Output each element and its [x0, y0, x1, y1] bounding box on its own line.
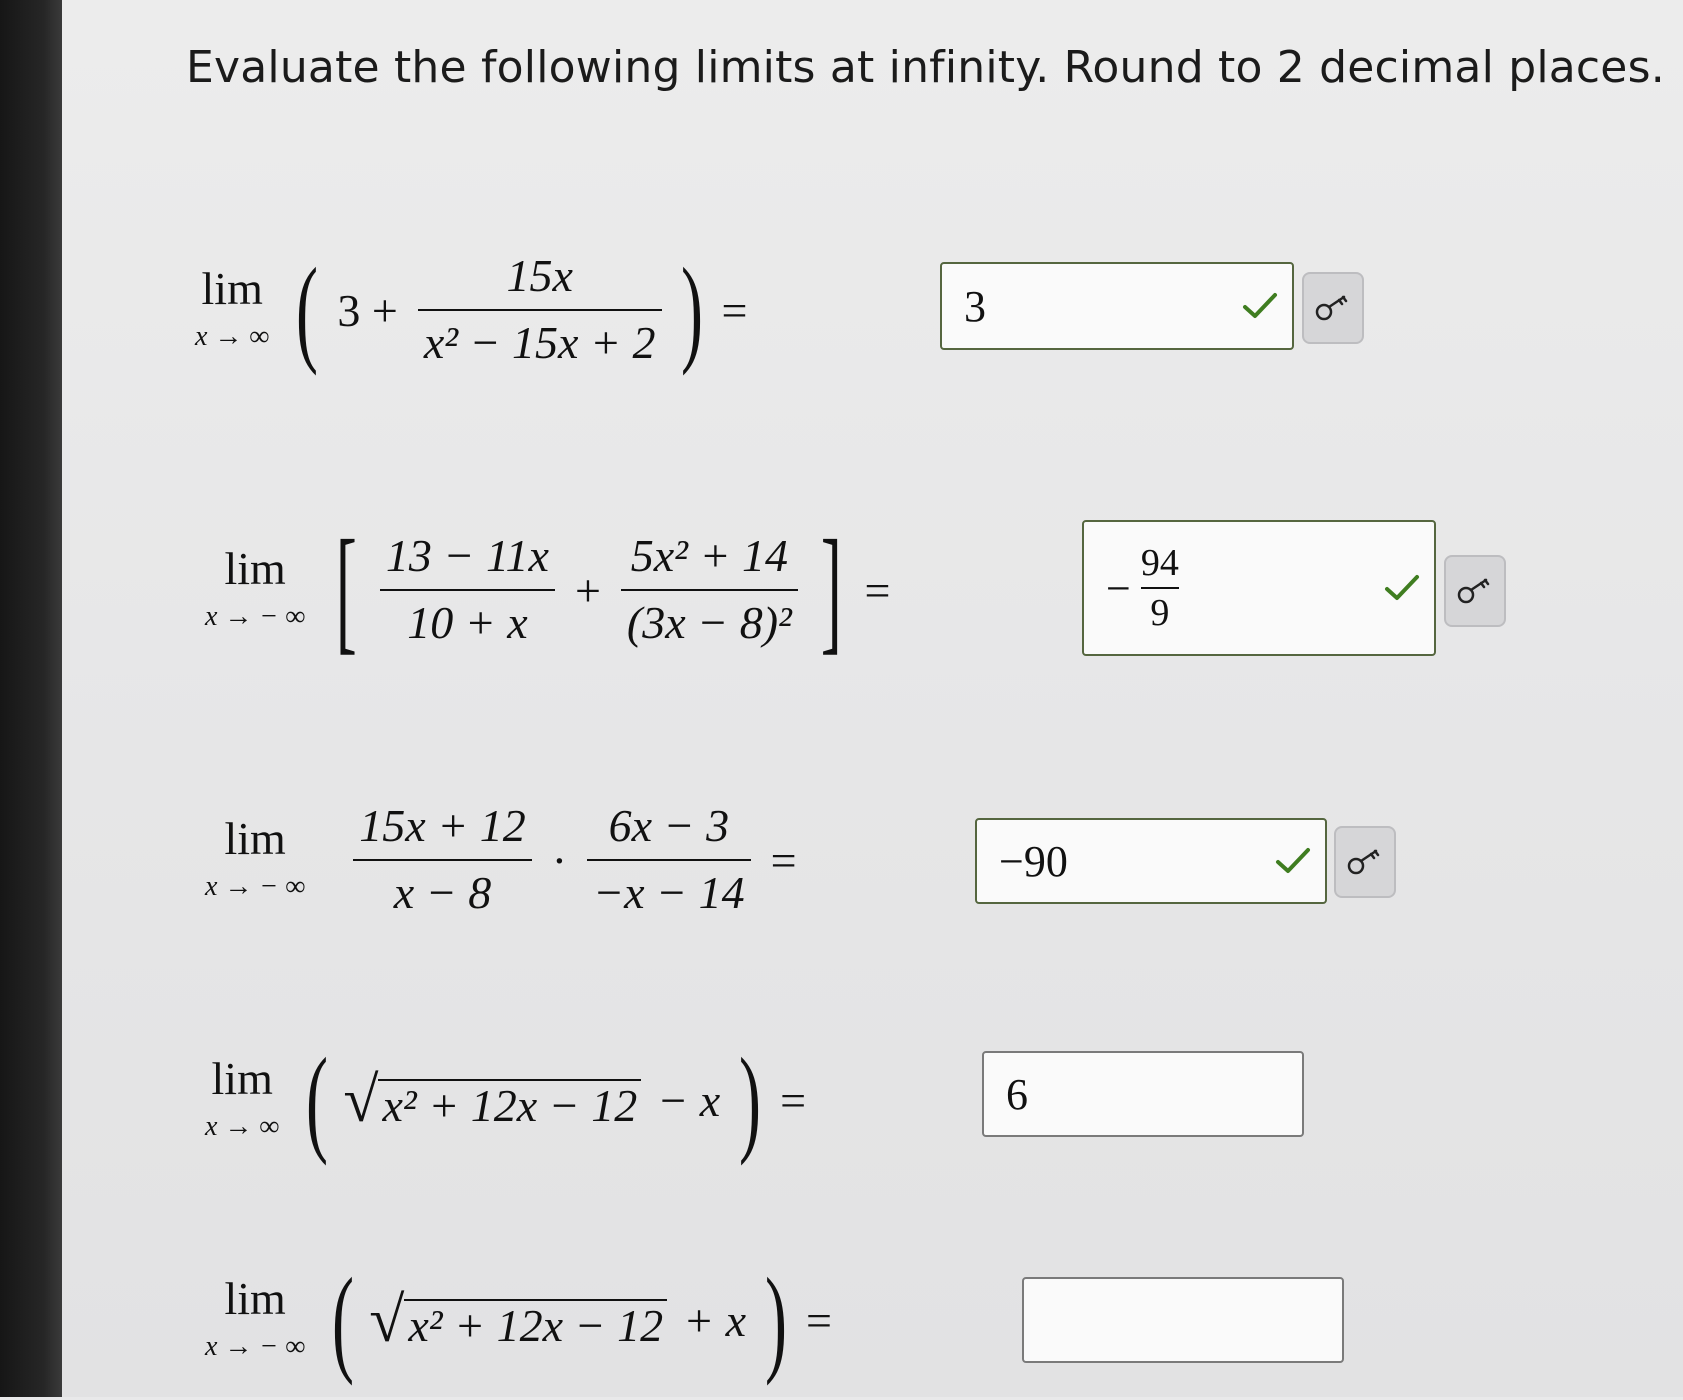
tail-term: − x — [657, 1074, 721, 1126]
fraction-1 — [353, 800, 531, 920]
radicand: x² + 12x − 12 — [378, 1079, 641, 1132]
fraction-2 — [621, 530, 798, 650]
constant-term: 3 + — [337, 284, 398, 336]
limit-expression — [205, 1020, 816, 1180]
lim-word: lim — [224, 1273, 286, 1325]
multiply-dot: · — [551, 834, 568, 886]
answer-value: −90 — [999, 836, 1068, 886]
denominator-1: 10 + x — [407, 597, 528, 648]
check-icon — [1384, 573, 1420, 603]
answer-fraction — [1106, 541, 1179, 635]
denominator-1: x − 8 — [393, 867, 492, 918]
equals-sign: = — [721, 284, 748, 336]
fraction-bar — [587, 859, 751, 861]
fraction-bar — [380, 589, 555, 591]
limit-subscript: x → ∞ — [195, 321, 270, 353]
equals-sign: = — [780, 1074, 807, 1126]
equals-sign: = — [864, 564, 891, 616]
limit-subscript: x → − ∞ — [205, 601, 306, 633]
left-paren: ( — [296, 243, 319, 376]
equals-sign: = — [806, 1294, 832, 1346]
answer-input-4[interactable] — [982, 1051, 1304, 1137]
numerator: 15x — [506, 250, 573, 302]
limit-expression — [195, 230, 757, 390]
answer-numerator: 94 — [1140, 542, 1179, 584]
fraction-2 — [587, 800, 751, 920]
numerator-1: 15x + 12 — [359, 800, 526, 852]
tail-term: + x — [683, 1294, 747, 1346]
instructions: Evaluate the following limits at infinity. Round to 2 decimal places. — [186, 42, 1665, 93]
limit-subscript: x → − ∞ — [205, 1331, 306, 1363]
equals-sign: = — [770, 834, 797, 886]
left-bracket: [ — [336, 512, 358, 667]
numerator-1: 13 − 11x — [385, 530, 549, 582]
fraction — [418, 250, 662, 370]
fraction-1 — [380, 530, 555, 650]
limit-operator — [205, 1053, 280, 1144]
answer-input-2[interactable] — [1082, 520, 1436, 656]
square-root — [343, 1064, 641, 1135]
right-paren: ) — [739, 1033, 762, 1166]
left-paren: ( — [332, 1253, 355, 1386]
key-button-2[interactable] — [1444, 555, 1506, 627]
answer-input-1[interactable] — [940, 262, 1294, 350]
limit-operator — [205, 1273, 306, 1364]
lim-word: lim — [224, 543, 286, 595]
limit-subscript: x → − ∞ — [205, 871, 306, 903]
radical-sign: √ — [369, 1284, 405, 1355]
limit-expression — [205, 780, 807, 940]
key-icon — [1314, 292, 1352, 324]
square-root — [369, 1284, 667, 1355]
answer-sign: − — [1106, 563, 1131, 613]
answer-input-5[interactable] — [1022, 1277, 1344, 1363]
right-paren: ) — [765, 1253, 788, 1386]
denominator-2: −x − 14 — [593, 867, 745, 918]
limit-expression — [205, 510, 900, 670]
radical-sign: √ — [343, 1064, 379, 1135]
answer-frac — [1141, 541, 1179, 635]
denominator-2: (3x − 8)² — [626, 597, 792, 648]
radicand: x² + 12x − 12 — [404, 1299, 667, 1352]
fraction-bar — [418, 309, 662, 311]
question-page — [62, 0, 1683, 1397]
limit-operator — [205, 813, 306, 904]
limit-expression — [205, 1240, 842, 1400]
lim-word: lim — [211, 1053, 273, 1105]
limit-operator — [205, 543, 306, 634]
left-dark-edge — [0, 0, 62, 1397]
denominator: x² − 15x + 2 — [423, 317, 656, 368]
key-icon — [1346, 846, 1384, 878]
key-button-3[interactable] — [1334, 826, 1396, 898]
fraction-bar — [353, 859, 531, 861]
limit-subscript: x → ∞ — [205, 1111, 280, 1143]
key-icon — [1456, 575, 1494, 607]
numerator-2: 5x² + 14 — [630, 530, 788, 582]
limit-operator — [195, 263, 270, 354]
answer-value: 6 — [1006, 1069, 1028, 1119]
check-icon — [1275, 846, 1311, 876]
fraction-bar — [621, 589, 798, 591]
key-button-1[interactable] — [1302, 272, 1364, 344]
left-paren: ( — [306, 1033, 329, 1166]
answer-input-3[interactable] — [975, 818, 1327, 904]
lim-word: lim — [201, 263, 263, 315]
check-icon — [1242, 291, 1278, 321]
numerator-2: 6x − 3 — [608, 800, 730, 852]
lim-word: lim — [224, 813, 286, 865]
answer-value: 3 — [964, 281, 986, 331]
right-paren: ) — [680, 243, 703, 376]
fraction-bar — [1141, 587, 1179, 589]
right-bracket: ] — [820, 512, 842, 667]
plus-sign: + — [574, 564, 601, 616]
answer-denominator: 9 — [1150, 592, 1170, 634]
